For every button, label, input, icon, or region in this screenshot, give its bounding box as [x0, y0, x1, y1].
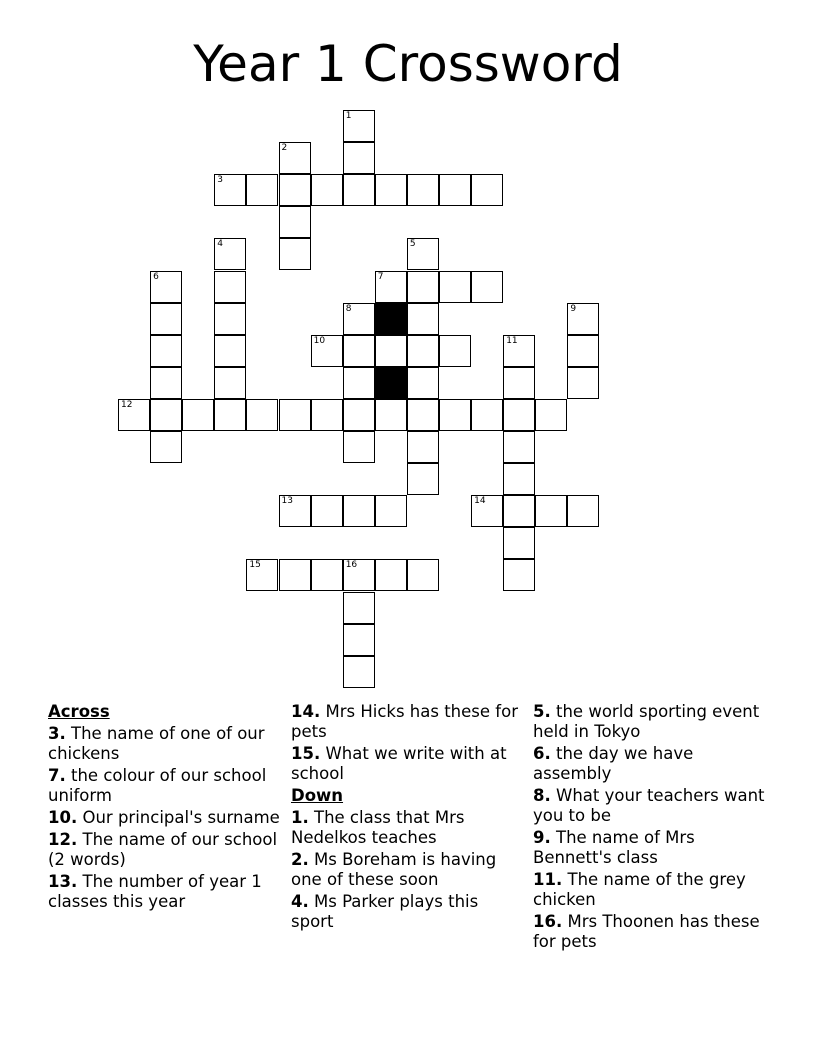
crossword-cell[interactable] [535, 495, 567, 527]
crossword-cell[interactable] [471, 271, 503, 303]
clues-column-3 [533, 702, 773, 954]
crossword-cell[interactable] [407, 367, 439, 399]
clue-across-13: 13. The number of year 1 classes this year [48, 872, 262, 911]
crossword-cell[interactable] [214, 238, 246, 270]
clue-down-9: 9. The name of Mrs Bennett's class [533, 828, 695, 867]
crossword-cell[interactable] [407, 335, 439, 367]
crossword-cell[interactable] [471, 174, 503, 206]
crossword-cell[interactable] [343, 142, 375, 174]
crossword-cell[interactable] [182, 399, 214, 431]
crossword-cell[interactable] [118, 399, 150, 431]
clue-across-12: 12. The name of our school (2 words) [48, 830, 278, 869]
crossword-cell[interactable] [150, 431, 182, 463]
crossword-cell[interactable] [535, 399, 567, 431]
crossword-cell[interactable] [439, 271, 471, 303]
crossword-block-cell [375, 303, 407, 335]
crossword-cell[interactable] [311, 559, 343, 591]
crossword-cell[interactable] [375, 335, 407, 367]
clue-across-7: 7. the colour of our school uniform [48, 766, 267, 805]
clue-across-15: 15. What we write with at school [291, 744, 507, 783]
crossword-cell[interactable] [503, 399, 535, 431]
crossword-cell[interactable] [343, 174, 375, 206]
crossword-cell[interactable] [343, 335, 375, 367]
clue-down-5: 5. the world sporting event held in Tokyo [533, 702, 760, 741]
crossword-cell[interactable] [407, 303, 439, 335]
clue-across-14: 14. Mrs Hicks has these for pets [291, 702, 518, 741]
crossword-cell[interactable] [214, 174, 246, 206]
crossword-cell[interactable] [407, 174, 439, 206]
crossword-cell[interactable] [246, 399, 278, 431]
clue-down-2: 2. Ms Boreham is having one of these soon [291, 850, 497, 889]
clue-down-6: 6. the day we have assembly [533, 744, 694, 783]
clue-number-16: 16 [345, 560, 358, 571]
crossword-cell[interactable] [567, 335, 599, 367]
clue-number-1: 1 [345, 111, 352, 121]
across-heading: Across [48, 702, 110, 721]
crossword-cell[interactable] [150, 367, 182, 399]
clue-number-6: 6 [153, 271, 159, 282]
crossword-cell[interactable] [503, 335, 535, 367]
crossword-cell[interactable] [150, 335, 182, 367]
crossword-cell[interactable] [407, 431, 439, 463]
crossword-cell[interactable] [375, 271, 407, 303]
crossword-cell[interactable] [407, 559, 439, 591]
clue-number-11: 11 [506, 335, 518, 346]
crossword-cell[interactable] [407, 463, 439, 495]
crossword-cell[interactable] [311, 399, 343, 431]
crossword-cell[interactable] [407, 238, 439, 270]
crossword-cell[interactable] [311, 495, 343, 527]
crossword-cell[interactable] [279, 142, 311, 174]
crossword-cell[interactable] [279, 495, 311, 527]
clue-number-13: 13 [281, 496, 293, 507]
crossword-cell[interactable] [343, 495, 375, 527]
crossword-cell[interactable] [439, 174, 471, 206]
crossword-cell[interactable] [375, 174, 407, 206]
crossword-cell[interactable] [343, 656, 375, 688]
crossword-cell[interactable] [471, 495, 503, 527]
clue-across-3: 3. The name of one of our chickens [48, 724, 265, 763]
clue-number-7: 7 [377, 271, 384, 282]
crossword-cell[interactable] [279, 206, 311, 238]
clue-number-15: 15 [249, 560, 261, 571]
crossword-cell[interactable] [503, 495, 535, 527]
clue-number-8: 8 [345, 303, 352, 314]
crossword-cell[interactable] [439, 335, 471, 367]
crossword-cell[interactable] [567, 303, 599, 335]
clue-number-9: 9 [570, 303, 577, 314]
crossword-cell[interactable] [214, 399, 246, 431]
crossword-cell[interactable] [343, 367, 375, 399]
crossword-cell[interactable] [439, 399, 471, 431]
crossword-cell[interactable] [150, 271, 182, 303]
clue-down-8: 8. What your teachers want you to be [533, 786, 765, 825]
crossword-cell[interactable] [503, 367, 535, 399]
crossword-cell[interactable] [567, 495, 599, 527]
crossword-cell[interactable] [214, 335, 246, 367]
crossword-cell[interactable] [407, 399, 439, 431]
crossword-cell[interactable] [471, 399, 503, 431]
clue-number-14: 14 [474, 496, 486, 507]
crossword-cell[interactable] [503, 559, 535, 591]
clue-number-4: 4 [217, 239, 224, 250]
clues-column-1 [48, 702, 284, 914]
clue-down-4: 4. Ms Parker plays this sport [291, 892, 479, 931]
clue-across-10: 10. Our principal's surname [48, 808, 280, 827]
clue-down-16: 16. Mrs Thoonen has these for pets [533, 912, 760, 951]
crossword-cell[interactable] [279, 399, 311, 431]
crossword-cell[interactable] [311, 174, 343, 206]
page-title: Year 1 Crossword [193, 35, 623, 93]
crossword-cell[interactable] [407, 271, 439, 303]
clue-number-3: 3 [217, 175, 224, 186]
crossword-cell[interactable] [375, 559, 407, 591]
crossword-cell[interactable] [343, 559, 375, 591]
crossword-cell[interactable] [279, 174, 311, 206]
crossword-cell[interactable] [503, 463, 535, 495]
down-heading: Down [291, 786, 344, 805]
crossword-cell[interactable] [343, 431, 375, 463]
clue-number-2: 2 [281, 143, 288, 154]
crossword-block-cell [375, 367, 407, 399]
crossword-cell[interactable] [279, 559, 311, 591]
crossword-cell[interactable] [246, 174, 278, 206]
crossword-cell[interactable] [375, 495, 407, 527]
clue-number-12: 12 [121, 399, 133, 410]
crossword-cell[interactable] [503, 431, 535, 463]
crossword-cell[interactable] [311, 335, 343, 367]
crossword-cell[interactable] [343, 110, 375, 142]
crossword-cell[interactable] [343, 303, 375, 335]
crossword-cell[interactable] [214, 367, 246, 399]
clue-down-11: 11. The name of the grey chicken [533, 870, 746, 909]
clue-number-5: 5 [409, 239, 416, 250]
crossword-cell[interactable] [246, 559, 278, 591]
crossword-cell[interactable] [343, 624, 375, 656]
crossword-cell[interactable] [214, 271, 246, 303]
crossword-cell[interactable] [503, 527, 535, 559]
crossword-cell[interactable] [343, 592, 375, 624]
crossword-cell[interactable] [279, 238, 311, 270]
crossword-cell[interactable] [375, 399, 407, 431]
crossword-cell[interactable] [214, 303, 246, 335]
crossword-cell[interactable] [567, 367, 599, 399]
clue-down-1: 1. The class that Mrs Nedelkos teaches [291, 808, 465, 847]
crossword-cell[interactable] [150, 303, 182, 335]
clues-column-2 [291, 702, 523, 934]
clue-number-10: 10 [313, 335, 326, 346]
crossword-cell[interactable] [150, 399, 182, 431]
crossword-cell[interactable] [343, 399, 375, 431]
